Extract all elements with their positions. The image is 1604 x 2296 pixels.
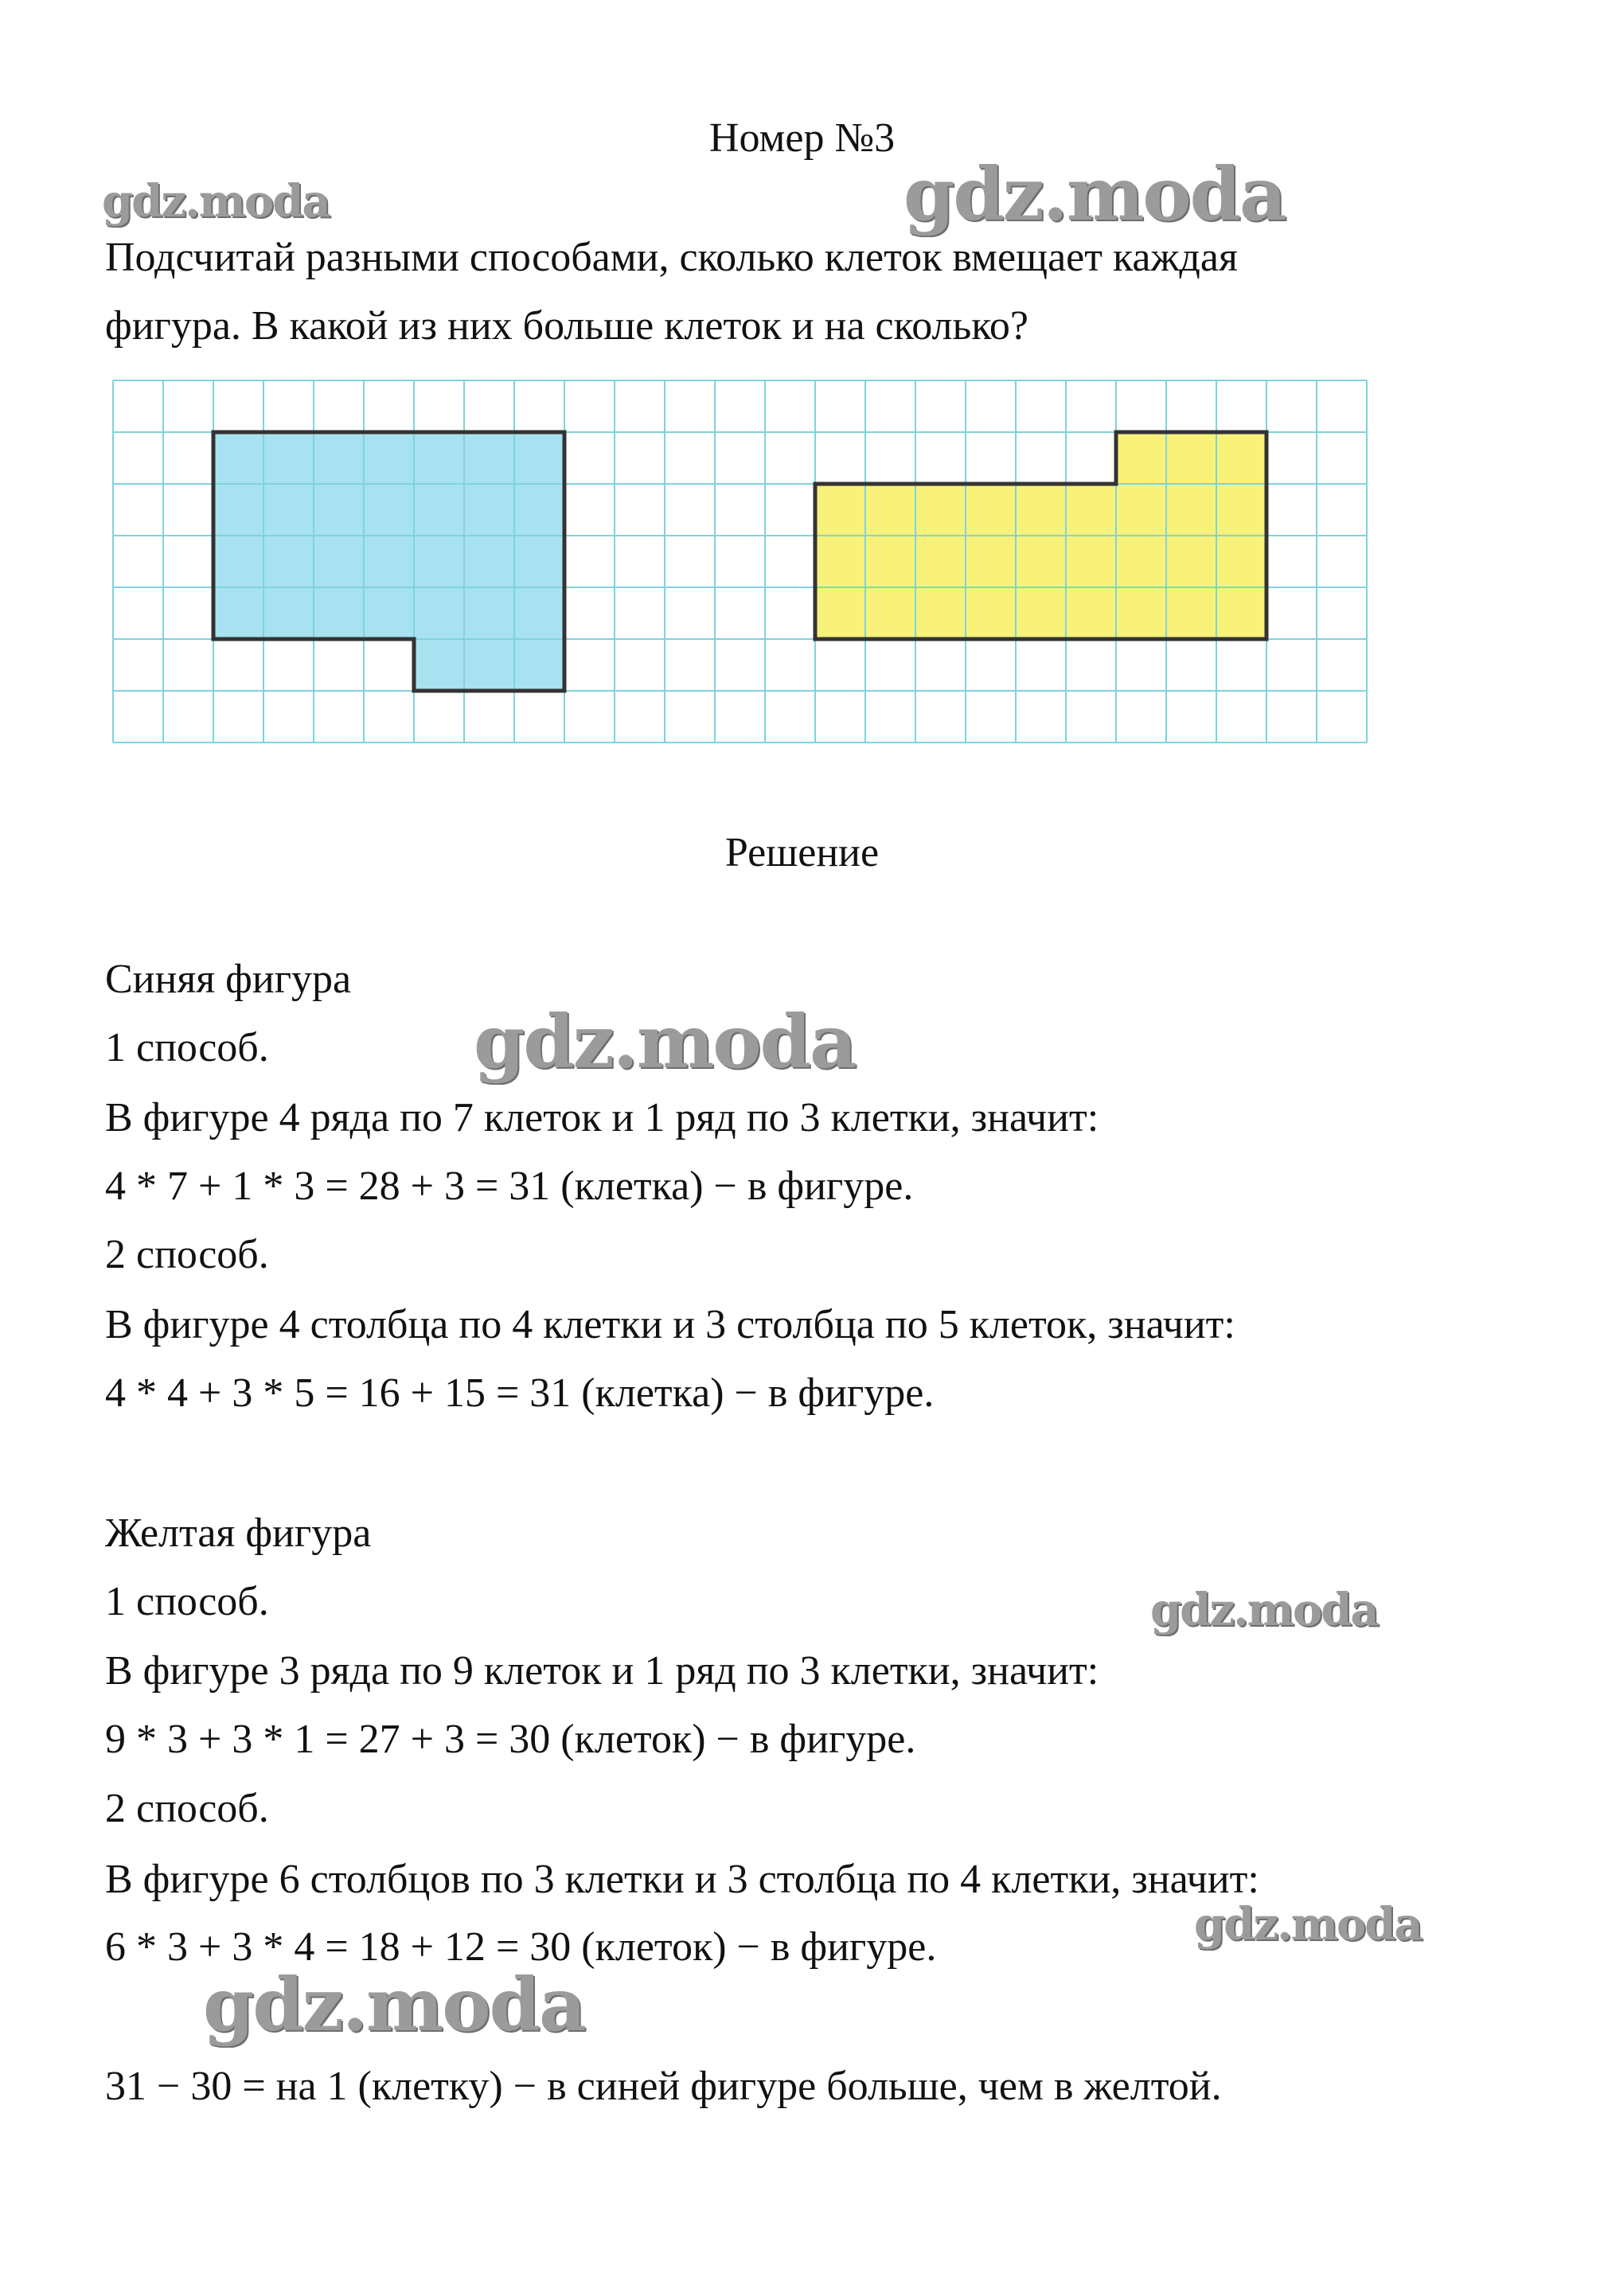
yellow-method2-label: 2 способ. xyxy=(105,1786,269,1831)
blue-method2-calc: 4 * 4 + 3 * 5 = 16 + 15 = 31 (клетка) − в фигуре. xyxy=(105,1370,935,1416)
yellow-method1-text: В фигуре 3 ряда по 9 клеток и 1 ряд по 3 клетки, значит: xyxy=(105,1648,1099,1694)
blue-method2-text: В фигуре 4 столбца по 4 клетки и 3 столбца по 5 клеток, значит: xyxy=(105,1302,1235,1347)
blue-method2-label: 2 способ. xyxy=(105,1232,269,1277)
blue-heading: Синяя фигура xyxy=(105,957,352,1002)
watermark: gdz.moda xyxy=(474,999,856,1085)
solution-heading: Решение xyxy=(724,830,880,875)
watermark: gdz.moda xyxy=(203,1962,585,2048)
blue-method1-text: В фигуре 4 ряда по 7 клеток и 1 ряд по 3 клетки, значит: xyxy=(105,1095,1099,1140)
grid-figure xyxy=(111,379,1369,745)
yellow-method2-calc: 6 * 3 + 3 * 4 = 18 + 12 = 30 (клеток) − в фигуре. xyxy=(105,1924,937,1970)
blue-shape-fill xyxy=(213,432,564,691)
watermark: gdz.moda xyxy=(1194,1898,1422,1951)
watermark: gdz.moda xyxy=(102,175,330,228)
blue-method1-label: 1 способ. xyxy=(105,1025,269,1070)
watermark: gdz.moda xyxy=(1150,1584,1378,1636)
page-title: Номер №3 xyxy=(708,115,896,161)
blue-method1-calc: 4 * 7 + 1 * 3 = 28 + 3 = 31 (клетка) − в фигуре. xyxy=(105,1164,914,1209)
yellow-method2-text: В фигуре 6 столбцов по 3 клетки и 3 столбца по 4 клетки, значит: xyxy=(105,1857,1259,1902)
watermark: gdz.moda xyxy=(903,151,1286,237)
yellow-method1-calc: 9 * 3 + 3 * 1 = 27 + 3 = 30 (клеток) − в фигуре. xyxy=(105,1717,916,1762)
yellow-heading: Желтая фигура xyxy=(105,1511,372,1556)
yellow-method1-label: 1 способ. xyxy=(105,1579,269,1624)
final-answer: 31 − 30 = на 1 (клетку) − в синей фигуре больше, чем в желтой. xyxy=(105,2064,1222,2109)
question-line-1: Подсчитай разными способами, сколько клеток вмещает каждая xyxy=(105,235,1238,280)
question-line-2: фигура. В какой из них больше клеток и на сколько? xyxy=(105,303,1028,349)
